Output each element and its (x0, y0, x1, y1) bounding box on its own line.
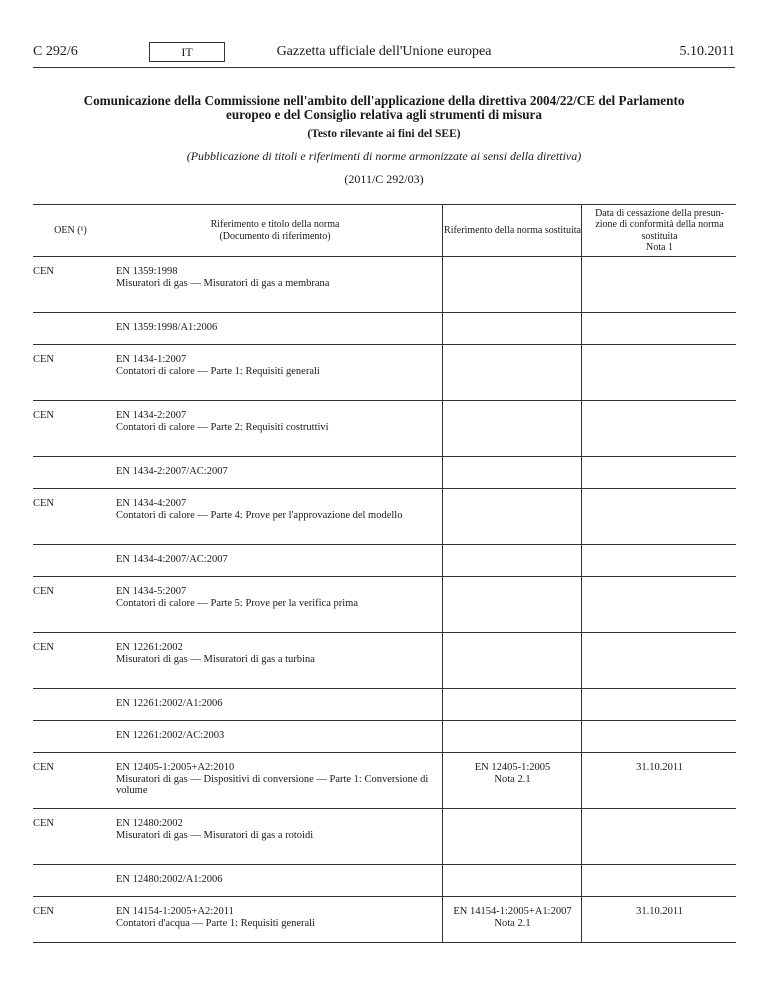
cessation-cell (581, 721, 737, 752)
header-reference-line1: Riferimento e titolo della norma (210, 219, 340, 230)
cessation-date: 31.10.2011 (636, 906, 683, 917)
reference-cell (108, 721, 442, 752)
eea-relevance-note: (Testo rilevante ai fini del SEE) (307, 128, 461, 140)
table-header (33, 204, 736, 257)
standard-title: Misuratori di gas — Dispositivi di conversione — Parte 1: Conversione di volume (116, 773, 429, 796)
table-row (33, 633, 736, 689)
standards-table (33, 204, 736, 943)
reference-cell (108, 809, 442, 864)
reference-block (116, 730, 438, 742)
cessation-cell (581, 865, 737, 896)
reference-cell (108, 401, 442, 456)
standard-reference: EN 1434-4:2007 (116, 498, 187, 509)
superseded-block (443, 762, 582, 785)
superseded-cell (442, 489, 582, 544)
superseded-cell (442, 545, 582, 576)
standard-reference: EN 12480:2002/A1:2006 (116, 874, 223, 885)
org-cell (33, 721, 108, 752)
org-cell (33, 489, 108, 544)
standard-reference: EN 1359:1998 (116, 266, 178, 277)
header-cessation-line1: Data di cessazione della presun- (595, 207, 724, 219)
language-badge: IT (149, 42, 225, 62)
reference-block (116, 410, 438, 433)
reference-block (116, 498, 438, 521)
table-row (33, 721, 736, 753)
cessation-cell (581, 345, 737, 400)
standard-reference: EN 12405-1:2005+A2:2010 (116, 762, 235, 773)
standard-title: Misuratori di gas — Misuratori di gas a turbina (116, 653, 315, 665)
cessation-cell (581, 489, 737, 544)
standard-title: Contatori di calore — Parte 2: Requisiti costruttivi (116, 421, 329, 433)
standard-reference: EN 1434-1:2007 (116, 354, 187, 365)
reference-block (116, 906, 438, 929)
org-label: CEN (33, 586, 54, 597)
reference-block (116, 354, 438, 377)
org-label: CEN (33, 642, 54, 653)
superseded-cell (442, 313, 582, 344)
cessation-cell (581, 809, 737, 864)
superseded-cell (442, 809, 582, 864)
org-label: CEN (33, 762, 54, 773)
cessation-cell (581, 753, 737, 808)
document-reference: (2011/C 292/03) (344, 172, 424, 186)
cessation-cell (581, 457, 737, 488)
superseded-cell (442, 865, 582, 896)
table-row (33, 865, 736, 897)
reference-block (116, 762, 438, 797)
reference-block (116, 586, 438, 609)
journal-title: Gazzetta ufficiale dell'Unione europea (276, 44, 492, 59)
standard-reference: EN 1434-2:2007/AC:2007 (116, 466, 228, 477)
org-label: CEN (33, 498, 54, 509)
org-cell (33, 809, 108, 864)
org-cell (33, 457, 108, 488)
org-cell (33, 897, 108, 942)
table-row (33, 489, 736, 545)
org-cell (33, 257, 108, 312)
reference-cell (108, 633, 442, 688)
cessation-cell (581, 633, 737, 688)
org-cell (33, 633, 108, 688)
cessation-cell (581, 257, 737, 312)
header-cessation-line4: Nota 1 (646, 242, 673, 253)
standard-reference: EN 1434-5:2007 (116, 586, 187, 597)
standard-reference: EN 12261:2002 (116, 642, 183, 653)
standard-title: Misuratori di gas — Misuratori di gas a rotoidi (116, 829, 314, 841)
org-cell (33, 345, 108, 400)
org-cell (33, 401, 108, 456)
standard-reference: EN 1359:1998/A1:2006 (116, 322, 218, 333)
standard-title: Misuratori di gas — Misuratori di gas a membrana (116, 277, 330, 289)
org-label: CEN (33, 906, 54, 917)
org-cell (33, 577, 108, 632)
publication-note: (Pubblicazione di titoli e riferimenti di norme armonizzate ai sensi della direttiva) (186, 149, 582, 163)
reference-cell (108, 313, 442, 344)
header-reference-line2: (Documento di riferimento) (219, 230, 331, 242)
table-row (33, 457, 736, 489)
header-cessation-line2: zione di conformità della norma (595, 219, 724, 230)
header-superseded-standard: Riferimento della norma sostituita (442, 205, 582, 256)
standard-title: Contatori d'acqua — Parte 1: Requisiti generali (116, 917, 316, 929)
cessation-cell (581, 689, 737, 720)
reference-block (116, 818, 438, 841)
cessation-date: 31.10.2011 (636, 762, 683, 773)
cessation-cell (581, 897, 737, 942)
superseded-cell (442, 897, 582, 942)
superseded-cell (442, 401, 582, 456)
page-header (33, 44, 735, 64)
superseded-cell (442, 577, 582, 632)
standard-reference: EN 1434-2:2007 (116, 410, 187, 421)
org-cell (33, 313, 108, 344)
reference-cell (108, 865, 442, 896)
org-label: CEN (33, 354, 54, 365)
org-cell (33, 545, 108, 576)
superseded-cell (442, 457, 582, 488)
cessation-cell (581, 313, 737, 344)
page-number: C 292/6 (33, 44, 78, 59)
cessation-cell (581, 545, 737, 576)
table-row (33, 401, 736, 457)
table-body (33, 257, 736, 943)
org-label: CEN (33, 410, 54, 421)
superseded-block (443, 906, 582, 929)
reference-block (116, 322, 438, 334)
standard-reference: EN 14154-1:2005+A2:2011 (116, 906, 234, 917)
superseded-cell (442, 633, 582, 688)
standard-reference: EN 12261:2002/AC:2003 (116, 730, 225, 741)
standard-reference: EN 12261:2002/A1:2006 (116, 698, 223, 709)
table-row (33, 313, 736, 345)
reference-block (116, 266, 438, 289)
reference-cell (108, 345, 442, 400)
reference-block (116, 554, 438, 566)
superseded-cell (442, 689, 582, 720)
org-cell (33, 865, 108, 896)
standard-title: Contatori di calore — Parte 5: Prove per la verifica prima (116, 597, 358, 609)
table-row (33, 257, 736, 313)
reference-cell (108, 457, 442, 488)
superseded-reference: EN 12405-1:2005 (474, 762, 551, 773)
reference-block (116, 642, 438, 665)
org-label: CEN (33, 818, 54, 829)
org-cell (33, 753, 108, 808)
publication-date: 5.10.2011 (679, 44, 735, 59)
header-reference-title (108, 205, 442, 256)
superseded-note: Nota 2.1 (494, 773, 531, 785)
reference-cell (108, 577, 442, 632)
table-row (33, 809, 736, 865)
org-label: CEN (33, 266, 54, 277)
cessation-cell (581, 401, 737, 456)
table-row (33, 577, 736, 633)
standard-title: Contatori di calore — Parte 4: Prove per l'approvazione del modello (116, 509, 403, 521)
reference-cell (108, 897, 442, 942)
header-divider (33, 67, 735, 68)
reference-cell (108, 753, 442, 808)
reference-cell (108, 545, 442, 576)
reference-block (116, 466, 438, 478)
header-oen: OEN (¹) (54, 224, 87, 236)
reference-block (116, 874, 438, 886)
superseded-note: Nota 2.1 (494, 917, 531, 929)
standard-title: Contatori di calore — Parte 1: Requisiti generali (116, 365, 320, 377)
standard-reference: EN 12480:2002 (116, 818, 183, 829)
superseded-cell (442, 345, 582, 400)
superseded-cell (442, 721, 582, 752)
reference-block (116, 698, 438, 710)
superseded-cell (442, 257, 582, 312)
table-row (33, 345, 736, 401)
superseded-reference: EN 14154-1:2005+A1:2007 (453, 906, 572, 917)
superseded-cell (442, 753, 582, 808)
standard-reference: EN 1434-4:2007/AC:2007 (116, 554, 228, 565)
table-row (33, 689, 736, 721)
table-row (33, 545, 736, 577)
document-title: Comunicazione della Commissione nell'ambito dell'applicazione della direttiva 2004/22/CE del Parlamento europeo e del Consiglio relativa agli strumenti di misura (83, 93, 685, 122)
table-row (33, 897, 736, 943)
reference-cell (108, 257, 442, 312)
org-cell (33, 689, 108, 720)
reference-cell (108, 689, 442, 720)
header-cessation-line3: sostituita (641, 230, 678, 242)
table-row (33, 753, 736, 809)
header-cessation-date (581, 205, 737, 256)
reference-cell (108, 489, 442, 544)
cessation-cell (581, 577, 737, 632)
